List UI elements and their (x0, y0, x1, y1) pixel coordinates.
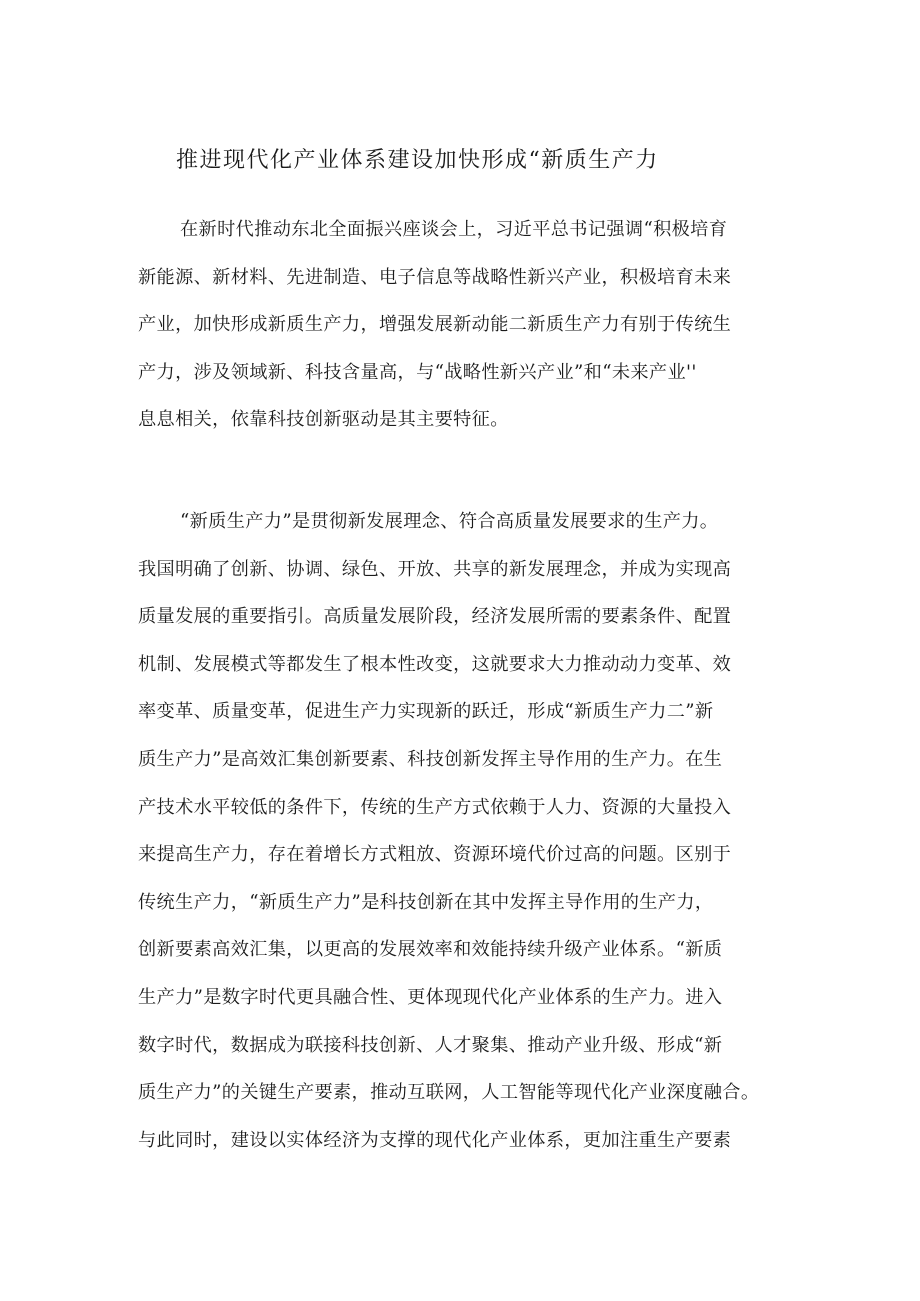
paragraph-line: 创新要素高效汇集，以更高的发展效率和效能持续升级产业体系。“新质 (138, 939, 723, 961)
paragraph-line: 质生产力”是高效汇集创新要素、科技创新发挥主导作用的生产力。在生 (138, 748, 723, 770)
paragraph-line: 质量发展的重要指引。高质量发展阶段，经济发展所需的要素条件、配置 (138, 606, 732, 628)
paragraph-line: 传统生产力，“新质生产力”是科技创新在其中发挥主导作用的生产力， (138, 891, 714, 913)
paragraph-line: 机制、发展模式等都发生了根本性改变，这就要求大力推动动力变革、效 (138, 653, 732, 675)
paragraph-1 (138, 206, 788, 444)
paragraph-line: 在新时代推动东北全面振兴座谈会上，习近平总书记强调“积极培育 (180, 219, 728, 240)
paragraph-line: 产力，涉及领域新、科技含量高，与“战略性新兴产业”和“未来产业'' (138, 361, 697, 383)
paragraph-line: 来提高生产力，存在着增长方式粗放、资源环境代价过高的问题。区别于 (138, 844, 732, 866)
paragraph-line: 产业，加快形成新质生产力，增强发展新动能二新质生产力有别于传统生 (138, 314, 732, 336)
paragraph-line: “新质生产力”是贯彻新发展理念、符合高质量发展要求的生产力。 (180, 511, 719, 532)
paragraph-line: 率变革、质量变革，促进生产力实现新的跃迁，形成“新质生产力二”新 (138, 701, 714, 723)
paragraph-line: 新能源、新材料、先进制造、电子信息等战略性新兴产业，积极培育未来 (138, 266, 732, 288)
paragraph-line: 产技术水平较低的条件下，传统的生产方式依赖于人力、资源的大量投入 (138, 796, 732, 818)
paragraph-line: 与此同时，建设以实体经济为支撑的现代化产业体系，更加注重生产要素 (138, 1129, 732, 1151)
paragraph-line: 质生产力”的关键生产要素，推动互联网，人工智能等现代化产业深度融合。 (138, 1082, 760, 1104)
paragraph-line: 数字时代，数据成为联接科技创新、人才聚集、推动产业升级、形成“新 (138, 1034, 723, 1056)
paragraph-line: 生产力”是数字时代更具融合性、更体现现代化产业体系的生产力。进入 (138, 986, 723, 1008)
paragraph-line: 息息相关，依靠科技创新驱动是其主要特征。 (138, 409, 509, 431)
paragraph-line: 我国明确了创新、协调、绿色、开放、共享的新发展理念，并成为实现高 (138, 558, 732, 580)
paragraph-2 (138, 498, 788, 1164)
document-title: 推进现代化产业体系建设加快形成“新质生产力 (176, 148, 659, 173)
